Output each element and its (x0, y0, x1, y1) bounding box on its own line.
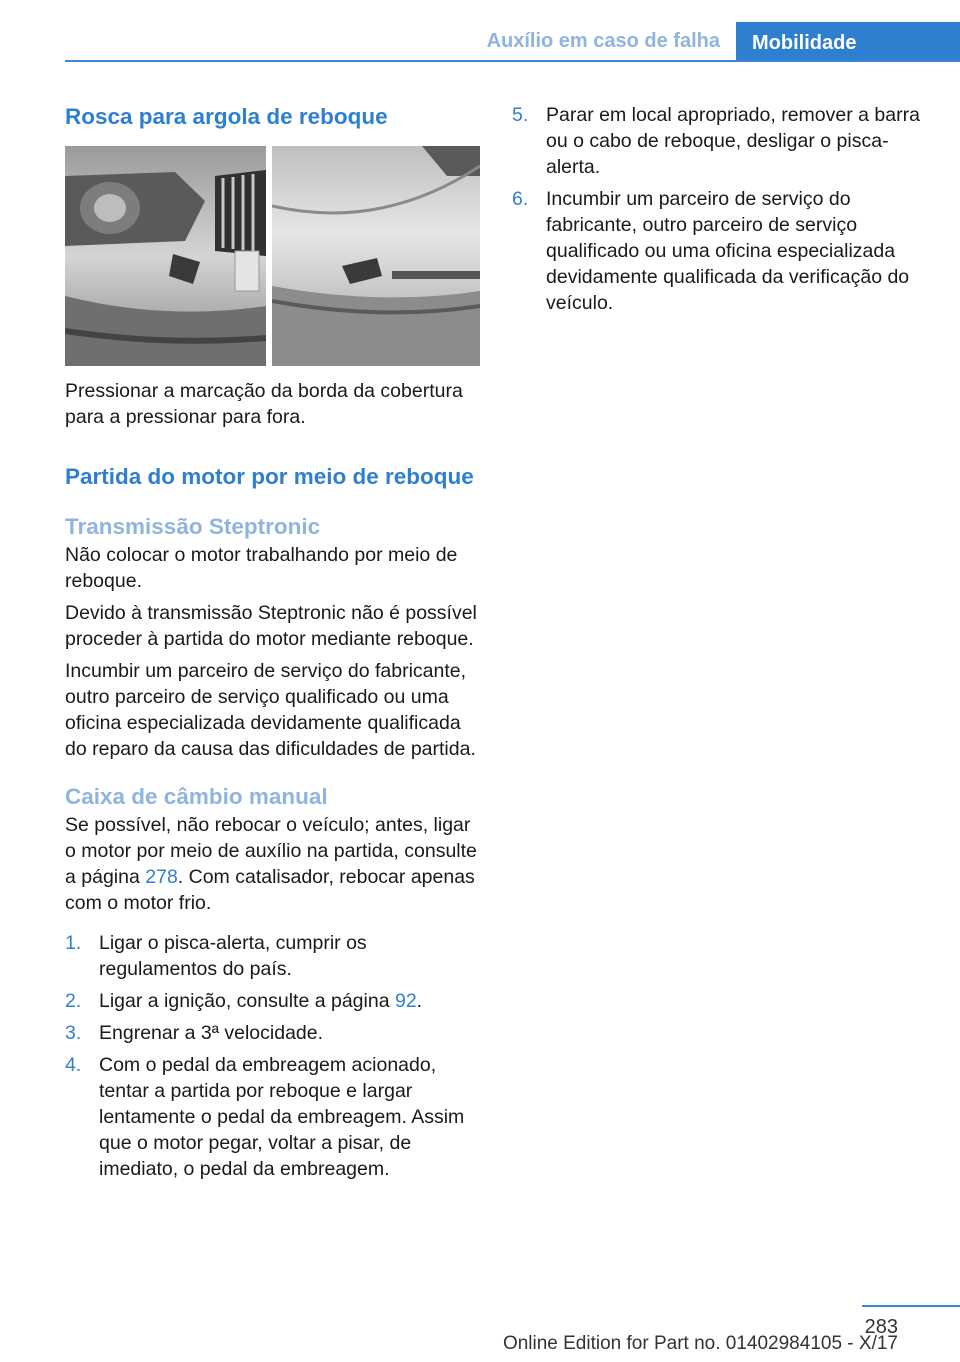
page-number: 283 (864, 1316, 898, 1338)
heading-tow-eye-thread: Rosca para argola de reboque (65, 104, 388, 129)
heading-tow-start: Partida do motor por meio de reboque (65, 464, 474, 489)
header-section-title: Auxílio em caso de falha (486, 30, 720, 52)
front-bumper-image (65, 146, 266, 366)
page-link-92[interactable]: 92 (394, 990, 417, 1012)
header-rule (65, 60, 960, 62)
bumper-photo (65, 146, 480, 366)
press-instruction: Pressionar a marcação da borda da cobertura para a pressionar para fora. (65, 380, 463, 428)
steptronic-para-3: Incumbir um parceiro de serviço do fabricante, outro parceiro de serviço qualificado ou uma oficina especializada devidamente qualificada do reparo da causa das dificuldades de partida. (65, 660, 476, 760)
manual-steps-list (65, 930, 485, 1182)
list-item: 5. Parar em local apropriado, remover a barra ou o cabo de reboque, desligar o pisca-alerta. (512, 104, 920, 178)
heading-steptronic: Transmissão Steptronic (65, 514, 321, 539)
footer-rule (862, 1305, 960, 1307)
steptronic-para-2: Devido à transmissão Steptronic não é possível proceder à partida do motor mediante reboque. (65, 602, 477, 650)
rear-bumper-image (272, 146, 480, 366)
left-column (65, 102, 485, 1188)
list-item: 2. Ligar a ignição, consulte a página 92. (65, 990, 423, 1012)
page-link-278[interactable]: 278 (145, 866, 178, 888)
list-item: 6. Incumbir um parceiro de serviço do fabricante, outro parceiro de serviço qualificado ou uma oficina especializada devidamente qualificada da verificação do veículo. (512, 188, 910, 314)
list-item: 3. Engrenar a 3ª velocidade. (65, 1022, 324, 1044)
right-column (512, 102, 930, 322)
manual-para-1: Se possível, não rebocar o veículo; antes, ligar o motor por meio de auxílio na partida, consulte a página 278. Com catalisador, rebocar apenas com o motor frio. (65, 814, 477, 914)
steptronic-para-1: Não colocar o motor trabalhando por meio de reboque. (65, 544, 458, 592)
list-item: 1. Ligar o pisca-alerta, cumprir os regulamentos do país. (65, 932, 367, 980)
footer-edition: Online Edition for Part no. 01402984105 - X/17 (502, 1333, 898, 1354)
manual-steps-list-continued (512, 102, 930, 316)
header-chapter-tab[interactable]: Mobilidade (736, 22, 960, 62)
heading-manual-gearbox: Caixa de câmbio manual (65, 784, 328, 809)
list-item: 4. Com o pedal da embreagem acionado, tentar a partida por reboque e largar lentamente o pedal da embreagem. Assim que o motor pegar, voltar a pisar, de imediato, o pedal da embreagem. (65, 1054, 465, 1180)
